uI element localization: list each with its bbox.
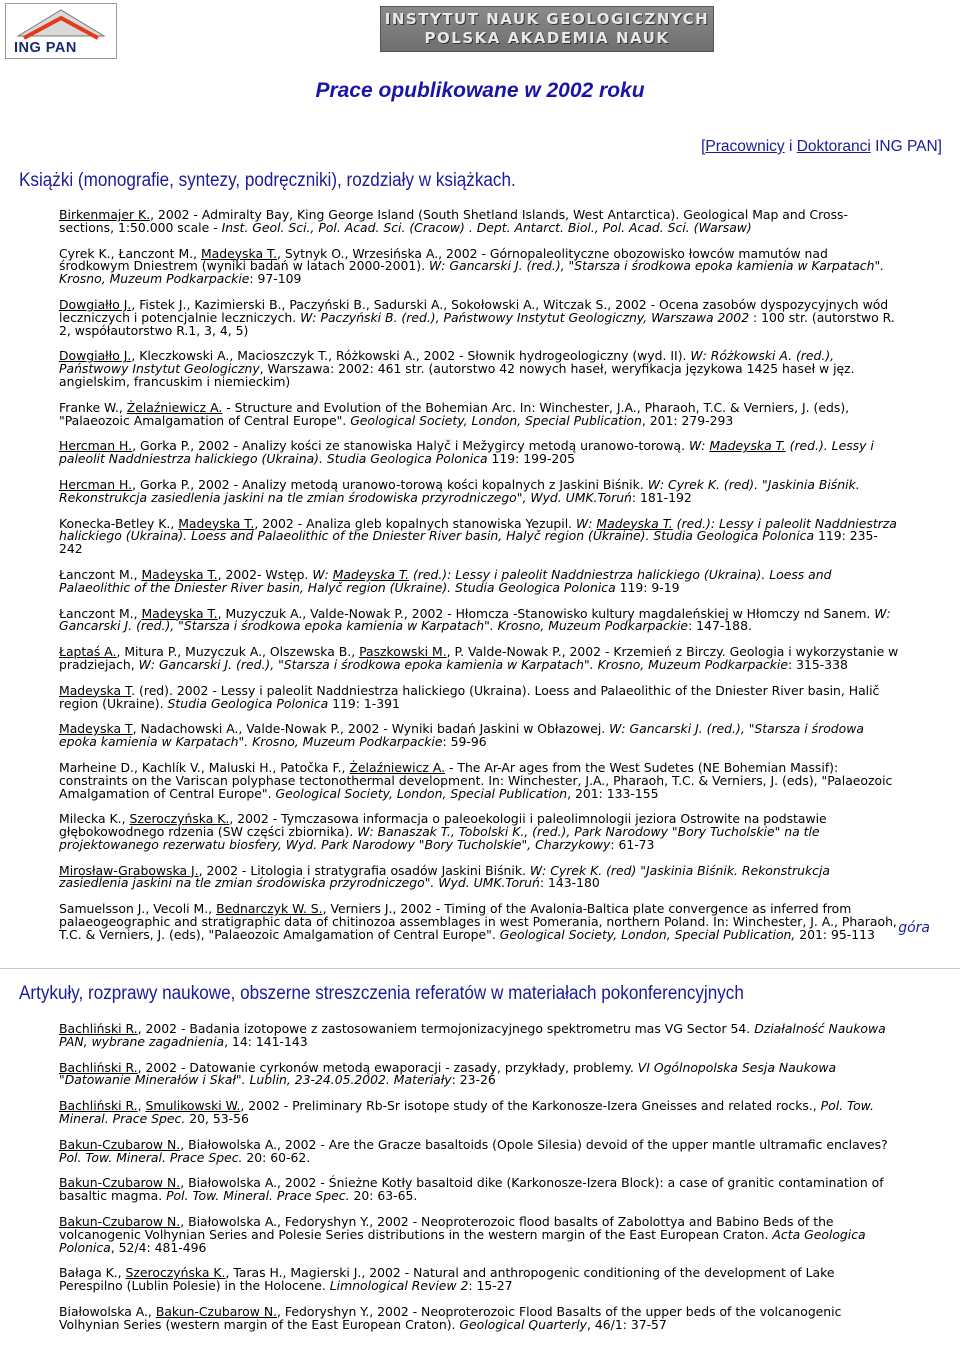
entry-text: , Kleczkowski A., Macioszczyk T., Różkowski A., 2002 - Słownik hydrogeologiczny (wyd. II). [131, 348, 691, 364]
entry-text: 20, 53-56 [185, 1110, 249, 1126]
entry-text: , 52/4: 481-496 [110, 1239, 207, 1255]
source-title: W: Paczyński B. (red.), Państwowy Instytut Geologiczny, Warszawa 2002 [300, 309, 750, 325]
source-title: W: Gancarski J. (red.), "Starsza i środkowa epoka kamienia w Karpatach". Krosno, Muzeum Podkarpackie [138, 656, 788, 672]
entry-text: 119: 1-391 [328, 695, 400, 711]
entry-text: Łanczont M., [59, 605, 142, 621]
entry-text: 119: 235-242 [59, 528, 878, 557]
author-link[interactable]: Mirosław-Grabowska J. [59, 862, 199, 878]
articles-list [59, 1023, 899, 1345]
entry-text: , 2002- Wstęp. [217, 566, 313, 582]
bibliography-entry [59, 1136, 899, 1165]
source-title: Pol. Tow. Mineral. Prace Spec. [59, 1149, 243, 1165]
author-link[interactable]: Madeyska T. [141, 605, 218, 621]
entry-text: , Nadachowski A., Valde-Nowak P., 2002 - Wyniki badań Jaskini w Obłazowej. [132, 721, 610, 737]
bibliography-entry [59, 440, 899, 466]
entry-text: : 143-180 [539, 875, 600, 891]
entry-text: , [137, 1098, 146, 1114]
articles-section-heading: Artykuły, rozprawy naukowe, obszerne streszczenia referatów w materiałach pokonferencyjnych [19, 983, 744, 1004]
source-title: (red.): Lessy i paleolit Naddniestrza halickiego (Ukraina). Loess and Palaeolithic of the Dniester River basin, Halyč region (Ukraine). Studia Geologica Polonica [59, 566, 832, 595]
bibliography-entry [59, 813, 899, 851]
entry-text: , Gorka P., 2002 - Analizy metodą uranowo-torową kości kopalnych z Jaskini Biśnik. [132, 476, 648, 492]
bibliography-entry [59, 1303, 899, 1332]
source-title: Limnological Review 2 [329, 1278, 469, 1294]
institute-name: INSTYTUT NAUK GEOLOGICZNYCH [384, 10, 710, 28]
source-title: W: Banaszak T., Tobolski K., (red.), Park Narodowy "Bory Tucholskie" na tle projektowanego rezerwatu biosfery, Wyd. Park Narodowy "Bory Tucholskie", Charzykowy [59, 824, 820, 852]
author-link[interactable]: Hercman H. [59, 476, 133, 492]
entry-text: Konecka-Betley K., [59, 515, 179, 531]
entry-text: Łanczont M., [59, 566, 142, 582]
author-link[interactable]: Dowgiałło J. [59, 348, 132, 364]
links-separator: i [784, 138, 797, 155]
source-title: Geological Quarterly [459, 1316, 587, 1332]
entry-text: , 201: 133-155 [567, 785, 659, 801]
logo-text: ING PAN [14, 40, 77, 56]
bracket-close: ING PAN] [870, 138, 942, 155]
entry-text: Bałaga K., [59, 1265, 126, 1281]
source-title: VI Ogólnopolska Sesja Naukowa "Datowanie Minerałów i Skał". Lublin, 23-24.05.2002. Materiały [59, 1059, 837, 1088]
author-link[interactable]: Madeyska T [59, 682, 132, 698]
source-title: W: [576, 515, 597, 531]
entry-text: , 2002 - Datowanie cyrkonów metodą ewaporacji - zasady, przykłady, problemy. [137, 1059, 638, 1075]
bibliography-entry [59, 476, 899, 505]
bibliography-entry [59, 1059, 899, 1088]
bibliography-entry [59, 1177, 899, 1203]
entry-text: , Muzyczuk A., Valde-Nowak P., 2002 - Hłomcza -Stanowisko kultury magdaleńskiej w Hłomczy nd Sanem. [217, 605, 875, 621]
author-link[interactable]: Madeyska T [59, 721, 133, 737]
bibliography-entry [59, 1267, 899, 1293]
institute-banner [380, 6, 714, 52]
ing-pan-logo[interactable] [5, 3, 117, 59]
bracket-open: [ [701, 138, 706, 155]
entry-text: , Białowolska A., 2002 - Are the Gracze basaltoids (Opole Silesia) devoid of the upper mantle ultramafic enclaves? [180, 1136, 888, 1152]
entry-text: , 2002 - Litologia i stratygrafia osadów Jaskini Biśnik. [198, 862, 530, 878]
author-link[interactable]: Madeyska T. [141, 566, 218, 582]
source-title: W: Gancarski J. (red.), "Starsza i środowa epoka kamienia w Karpatach". Krosno, Muzeum Podkarpackie [59, 721, 864, 750]
bibliography-entry [59, 515, 899, 557]
bibliography-entry [59, 682, 899, 711]
source-title: Geological Society, London, Special Publication [275, 785, 568, 801]
doktoranci-link[interactable]: Doktoranci [796, 138, 871, 155]
bibliography-entry [59, 605, 899, 634]
author-link[interactable]: Madeyska T. [200, 245, 278, 261]
pracownicy-link[interactable]: Pracownicy [705, 138, 785, 155]
entry-text: , Verniers J., 2002 - Timing of the Avalonia-Baltica plate convergence as inferred from palaeogeographic and stratigraphic data of chitinozoa assemblages in west Pomerania, northern Poland. In: Winchester, J. A., Pharaoh, T.C. & Verniers, J. (eds), "Palaeozoic Amalgamation of Central Europe". [59, 901, 897, 942]
source-title: W: [312, 566, 333, 582]
entry-text: Marheine D., Kachlík V., Maluski H., Patočka F., [59, 759, 350, 775]
author-link[interactable]: Bachliński R. [59, 1098, 138, 1114]
entry-text: , Gorka P., 2002 - Analizy kości ze stanowiska Halyč i Mežygircy metodą uranowo-torową. [132, 438, 689, 454]
source-title: Geological Society, London, Special Publication, [499, 926, 796, 942]
bibliography-entry [59, 399, 899, 428]
source-title: Działalność Naukowa PAN, wybrane zagadnienia [59, 1021, 886, 1049]
author-link[interactable]: Żelaźniewicz A. [349, 759, 446, 775]
author-link[interactable]: Bakun-Czubarow N. [59, 1136, 181, 1152]
entry-text: Milecka K., [59, 811, 130, 827]
entry-text: , 14: 141-143 [224, 1033, 308, 1049]
entry-text: Samuelsson J., Vecoli M., [59, 901, 217, 917]
bibliography-entry [59, 1023, 899, 1049]
source-title: (red.): Lessy i paleolit Naddniestrza halickiego (Ukraina). Loess and Palaeolithic of the Dniester River basin, Halyč region (Ukraine). Studia Geologica Polonica [59, 515, 897, 544]
books-list [59, 209, 899, 955]
people-links [701, 138, 942, 156]
source-title: Studia Geologica Polonica [167, 695, 329, 711]
entry-text: 20: 63-65. [349, 1188, 418, 1204]
entry-text: : 181-192 [631, 489, 692, 505]
entry-text: , P. Valde-Nowak P., 2002 - Krzemień z Birczy. Geologia i wykorzystanie w pradziejach, [59, 644, 899, 672]
source-title: Geological Society, London, Special Publication [350, 412, 642, 428]
entry-text: , Taras H., Magierski J., 2002 - Natural and anthropogenic conditioning of the development of Lake Perespilno (Lublin Polesie) in the Holocene. [59, 1265, 835, 1294]
entry-text: Cyrek K., Łanczont M., [59, 245, 201, 261]
entry-text: 20: 60-62. [242, 1149, 311, 1165]
entry-text: , Mitura P., Muzyczuk A., Olszewska B., [116, 644, 360, 660]
entry-text: : 23-26 [451, 1072, 496, 1088]
author-link[interactable]: Bakun-Czubarow N. [155, 1303, 278, 1319]
entry-text: , 2002 - Analiza gleb kopalnych stanowiska Yezupil. [254, 515, 577, 531]
bibliography-entry [59, 245, 899, 287]
entry-text: , Fistek J., Kazimierski B., Paczyński B., Sadurski A., Sokołowski A., Witczak S., 2002 - Ocena zasobów dyspozycyjnych wód leczniczych i potencjalnie leczniczych. [59, 296, 889, 325]
author-link[interactable]: Hercman H. [59, 438, 133, 454]
entry-text: - The Ar-Ar ages from the West Sudetes (NE Bohemian Massif): constraints on the Variscan polyphase tectonothermal development. In: Winchester, J.A., Pharaoh, T.C. & Verniers, J. (eds), "Palaeozoic Amalgamation of Central Europe". [59, 759, 893, 801]
back-to-top-link[interactable]: góra [898, 920, 930, 936]
bibliography-entry [59, 646, 899, 672]
entry-text: , 2002 - Preliminary Rb-Sr isotope study of the Karkonosze-Izera Gneisses and related rocks., [240, 1098, 821, 1114]
entry-text: : 59-96 [442, 734, 487, 750]
books-section-heading: Książki (monografie, syntezy, podręczniki), rozdziały w książkach. [19, 170, 516, 191]
entry-text: . (red). 2002 - Lessy i paleolit Naddniestrza halickiego (Ukraina). Loess and Palaeolithic of the Dniester River basin, Halič region (Ukraine). [59, 682, 880, 711]
author-link[interactable]: Szeroczyńska K. [129, 811, 230, 827]
entry-text: , Warszawa: 2002: 461 str. (autorstwo 42 nowych haseł, weryfikacja językowa 1425 haseł w jęz. angielskim, francuskim i niemieckim) [59, 361, 855, 389]
entry-text: , 2002 - Admiralty Bay, King George Island (South Shetland Islands, West Antarctica). Geological Map and Cross-sections, 1:50.000 scale - [59, 207, 848, 235]
entry-text: 119: 199-205 [487, 451, 576, 467]
entry-text: , 2002 - Badania izotopowe z zastosowaniem termojonizacyjnego spektrometru mas VG Sector 54. [137, 1021, 755, 1036]
source-title: Pol. Tow. Mineral. Prace Spec. [59, 1098, 874, 1126]
entry-text: , Białowolska A., 2002 - Śnieżne Kotły basaltoid dike (Karkonosze-Izera Block): a case of granitic contamination of basaltic magma. [59, 1175, 884, 1204]
entry-text: Białowolska A., [59, 1303, 156, 1319]
source-title: W: Cyrek K. (red) "Jaskinia Biśnik. Rekonstrukcja zasiedlenia jaskini na tle zmian środowiska przyrodniczego". Wyd. UMK.Toruń [59, 862, 830, 891]
academy-name: POLSKA AKADEMIA NAUK [424, 29, 670, 47]
entry-text: : 147-188. [688, 618, 752, 634]
bibliography-entry [59, 1213, 899, 1255]
editor-link[interactable]: Madeyska T. [332, 566, 410, 582]
entry-text: , 201: 279-293 [641, 412, 734, 428]
source-title: Inst. Geol. Sci., Pol. Acad. Sci. (Cracow) . Dept. Antarct. Biol., Pol. Acad. Sci. (Warsaw) [221, 219, 752, 235]
bibliography-entry [59, 1100, 899, 1126]
source-title: (red.). Lessy i paleolit Naddniestrza halickiego (Ukraina). Studia Geologica Polonica [59, 438, 874, 467]
entry-text: , Sytnyk O., Wrzesińska A., 2002 - Górnopaleolityczne obozowisko łowców mamutów nad środkowym Dniestrem (wyniki badań w latach 2000-2001). [59, 245, 828, 274]
entry-text: , Białowolska A., Fedoryshyn Y., 2002 - Neoproterozoic flood basalts of Zabolottya and Babino Beds of the volcanogenic Volhynian Series and Polesie Series distributions in the western margin of the East European Craton. [59, 1213, 834, 1242]
entry-text: : 100 str. (autorstwo R. 2, współautorstwo R.1, 3, 4, 5) [59, 309, 895, 338]
source-title: W: Różkowski A. (red.), Państwowy Instytut Geologiczny [59, 348, 835, 377]
editor-link[interactable]: Madeyska T. [596, 515, 673, 531]
bibliography-entry [59, 350, 899, 388]
author-link[interactable]: Szeroczyńska K. [125, 1265, 226, 1281]
bibliography-entry [59, 723, 899, 749]
author-link[interactable]: Paszkowski M. [359, 644, 447, 660]
entry-text: : 97-109 [249, 271, 302, 287]
entry-text: : 315-338 [788, 656, 848, 672]
source-title: W: Gancarski J. (red.), "Starsza i środkowa epoka kamienia w Karpatach". Krosno, Muzeum Podkarpackie [59, 258, 885, 287]
entry-text: : 15-27 [468, 1278, 513, 1294]
section-divider [0, 968, 960, 969]
author-link[interactable]: Bednarczyk W. S. [216, 901, 323, 917]
source-title: Acta Geologica Polonica [59, 1226, 866, 1255]
entry-text: , 2002 - Tymczasowa informacja o paleoekologii i paleolimnologii jeziora Ostrowite na podstawie głębokowodnego rdzenia (SW części zbiornika). [59, 811, 827, 840]
author-link[interactable]: Bakun-Czubarow N. [59, 1213, 181, 1229]
bibliography-entry [59, 759, 899, 801]
author-link[interactable]: Bakun-Czubarow N. [59, 1175, 181, 1191]
entry-text: Franke W., [59, 399, 127, 415]
author-link[interactable]: Bachliński R. [59, 1021, 138, 1036]
author-link[interactable]: Żelaźniewicz A. [126, 399, 223, 415]
source-title: W: [688, 438, 710, 454]
entry-text: : 61-73 [610, 836, 655, 852]
entry-text: 119: 9-19 [615, 579, 680, 595]
author-link[interactable]: Smulikowski W. [145, 1098, 241, 1114]
author-link[interactable]: Bachliński R. [59, 1059, 138, 1075]
entry-text: , 46/1: 37-57 [587, 1316, 667, 1332]
bibliography-entry [59, 566, 899, 595]
bibliography-entry [59, 296, 899, 338]
entry-text: , Fedoryshyn Y., 2002 - Neoproterozoic Flood Basalts of the upper beds of the volcanogenic Volhynian Series (western margin of the East European Craton). [59, 1303, 842, 1332]
author-link[interactable]: Dowgiałło J. [59, 296, 132, 312]
author-link[interactable]: Birkenmajer K. [59, 207, 151, 222]
source-title: Pol. Tow. Mineral. Prace Spec. [166, 1188, 350, 1204]
entry-text: - Structure and Evolution of the Bohemian Arc. In: Winchester, J.A., Pharaoh, T.C. & Verniers, J. (eds), "Palaeozoic Amalgamation of Central Europe". [59, 399, 850, 428]
entry-text: 201: 95-113 [795, 926, 875, 942]
author-link[interactable]: Madeyska T. [178, 515, 255, 531]
bibliography-entry [59, 862, 899, 891]
editor-link[interactable]: Madeyska T. [709, 438, 786, 454]
author-link[interactable]: Łaptaś A. [59, 644, 117, 660]
source-title: W: Cyrek K. (red). "Jaskinia Biśnik. Rekonstrukcja zasiedlenia jaskini na tle zmian środowiska przyrodniczego", Wyd. UMK.Toruń [59, 476, 860, 505]
bibliography-entry [59, 209, 899, 235]
source-title: W: Gancarski J. (red.), "Starsza i środkowa epoka kamienia w Karpatach". Krosno, Muzeum Podkarpackie [59, 605, 891, 634]
page-title: Prace opublikowane w 2002 roku [315, 79, 645, 102]
bibliography-entry [59, 903, 899, 941]
